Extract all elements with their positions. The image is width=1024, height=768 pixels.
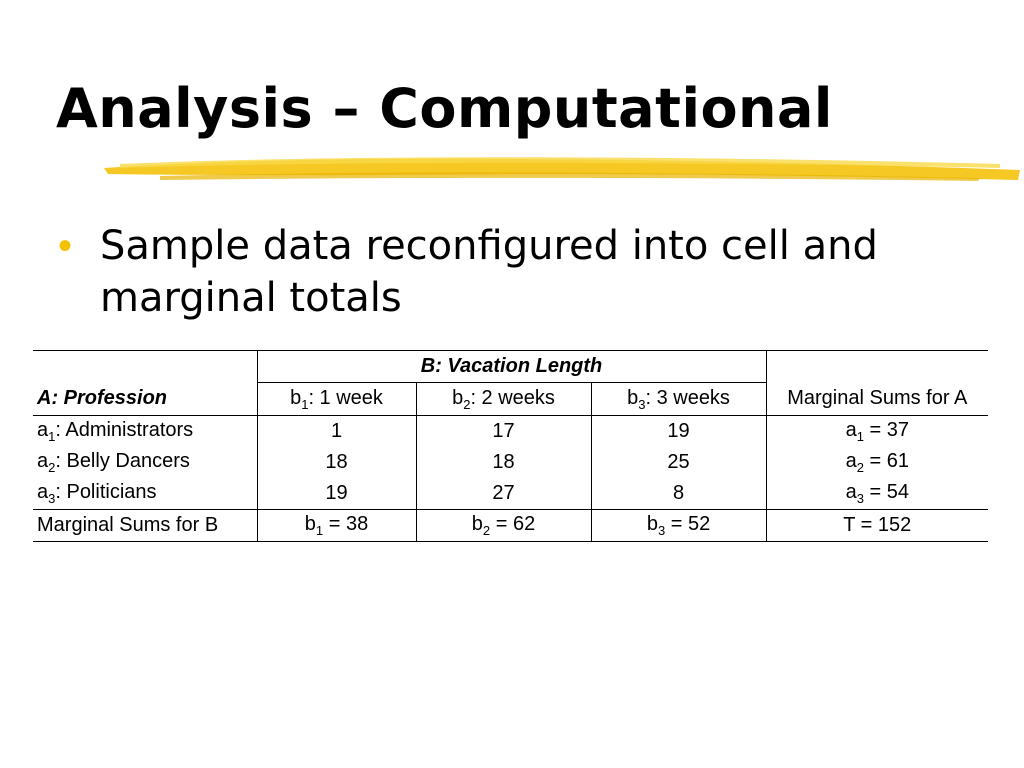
cell-a1-b2: 17	[416, 416, 591, 448]
cell-a2-b3: 25	[591, 447, 766, 478]
cell-a2-b1: 18	[257, 447, 416, 478]
cell-sum-a2: $a_2 = 61$	[766, 447, 988, 478]
header-sum-spacer	[766, 351, 988, 383]
col-header-b3: $b_3$: 3 weeks	[591, 383, 766, 416]
row-label-a1: $a_1$: Administrators	[37, 419, 194, 444]
col-header-b2: $b_2$: 2 weeks	[416, 383, 591, 416]
cell-a2-b2: 18	[416, 447, 591, 478]
contingency-table	[33, 350, 988, 542]
table-row	[33, 416, 988, 448]
table-row	[33, 478, 988, 510]
col-header-profession: A: Profession	[33, 383, 257, 416]
slide-title: Analysis – Computational	[56, 77, 833, 140]
cell-a3-b2: 27	[416, 478, 591, 510]
cell-sum-b2: $b_2 = 62$	[416, 510, 591, 542]
bullet-dot-icon: •	[58, 224, 73, 268]
cell-sum-a1: $a_1 = 37$	[766, 416, 988, 448]
cell-a3-b3: 8	[591, 478, 766, 510]
title-underline-brushstroke	[100, 150, 1024, 184]
cell-a1-b3: 19	[591, 416, 766, 448]
cell-sum-b3: $b_3 = 52$	[591, 510, 766, 542]
col-header-b1: $b_1$: 1 week	[257, 383, 416, 416]
cell-a1-b1: 1	[257, 416, 416, 448]
cell-sum-b1: $b_1 = 38$	[257, 510, 416, 542]
cell-a3-b1: 19	[257, 478, 416, 510]
table-header-row-1	[33, 351, 988, 383]
header-corner	[33, 351, 257, 383]
row-label-marginal-b: Marginal Sums for B	[33, 510, 257, 542]
cell-grand-total: T = 152	[766, 510, 988, 542]
table-header-row-2	[33, 383, 988, 416]
row-label-a3: $a_3$: Politicians	[37, 481, 157, 506]
col-header-sum-a: Marginal Sums for A	[766, 383, 988, 416]
table-row-marginal-b	[33, 510, 988, 542]
table-row	[33, 447, 988, 478]
group-header-b: B: Vacation Length	[257, 351, 766, 383]
bullet-text: Sample data reconfigured into cell and marginal totals	[100, 223, 878, 321]
row-label-a2: $a_2$: Belly Dancers	[37, 450, 190, 475]
cell-sum-a3: $a_3 = 54$	[766, 478, 988, 510]
